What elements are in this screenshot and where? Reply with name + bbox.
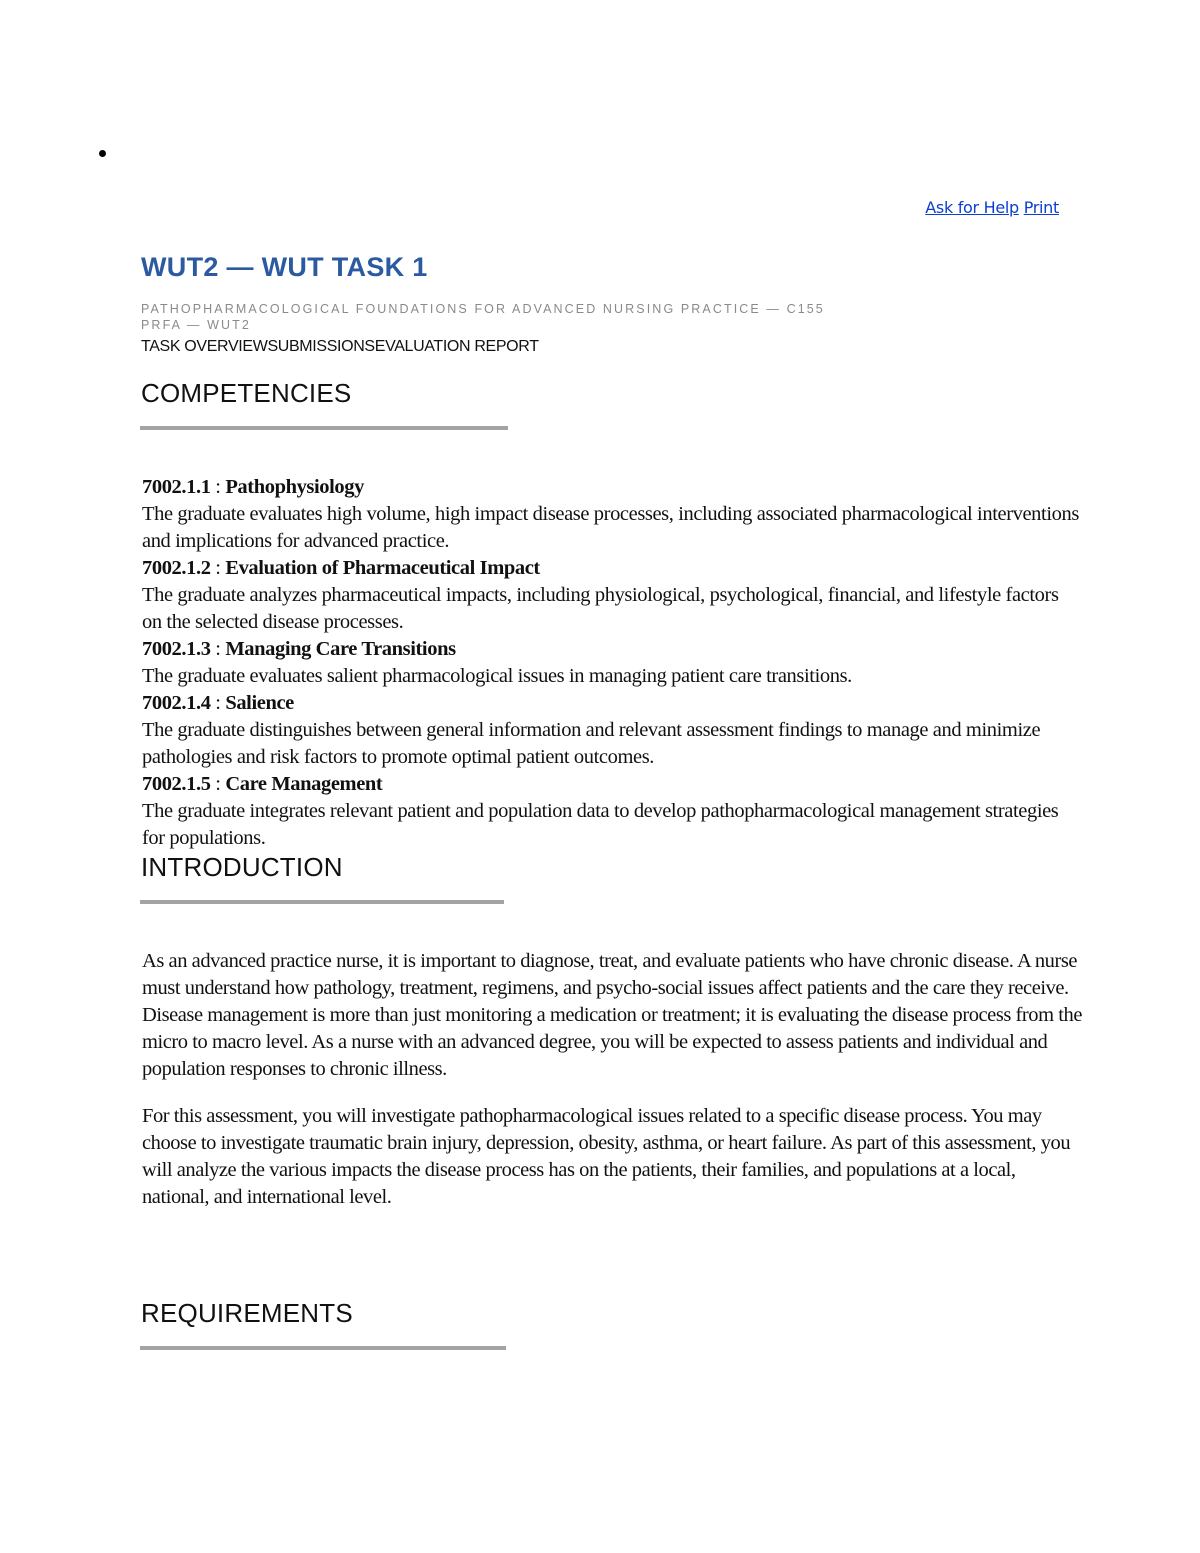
introduction-heading: INTRODUCTION bbox=[141, 852, 343, 882]
competency-name: Managing Care Transitions bbox=[225, 638, 456, 660]
competency-heading bbox=[142, 771, 1082, 798]
competency-code: 7002.1.1 bbox=[142, 476, 211, 498]
tab-submissions[interactable]: SUBMISSIONS bbox=[267, 338, 375, 355]
competency-description: The graduate evaluates high volume, high impact disease processes, including associated pharmacological interventions and implications for advanced practice. bbox=[142, 503, 1079, 552]
tab-task-overview[interactable]: TASK OVERVIEW bbox=[141, 338, 268, 355]
competency-separator: : bbox=[210, 638, 226, 660]
competency-separator: : bbox=[210, 557, 226, 579]
competency-list bbox=[142, 474, 1082, 852]
competency-separator: : bbox=[210, 773, 226, 795]
list-bullet bbox=[99, 150, 106, 157]
competency-name: Care Management bbox=[225, 773, 383, 795]
competency-heading bbox=[142, 474, 1082, 501]
section-divider bbox=[140, 1346, 506, 1350]
introduction-paragraph: For this assessment, you will investigate pathopharmacological issues related to a specific disease process. You may choose to investigate traumatic brain injury, depression, obesity, asthma, or heart failure. As part of this assessment, you will analyze the various impacts the disease process has on the patients, their families, and populations at a local, national, and international level. bbox=[142, 1105, 1071, 1208]
competency-item bbox=[142, 555, 1082, 636]
competency-separator: : bbox=[210, 476, 226, 498]
course-subtitle: PATHOPHARMACOLOGICAL FOUNDATIONS FOR ADVANCED NURSING PRACTICE — C155 PRFA — WUT2 bbox=[141, 302, 825, 332]
competency-item bbox=[142, 690, 1082, 771]
print-link[interactable]: Print bbox=[1023, 198, 1059, 217]
tab-evaluation-report[interactable]: EVALUATION REPORT bbox=[374, 338, 539, 355]
header-links bbox=[925, 198, 1059, 217]
competency-description: The graduate integrates relevant patient and population data to develop pathopharmacological management strategies for populations. bbox=[142, 800, 1059, 849]
page-title: WUT2 — WUT TASK 1 bbox=[141, 252, 428, 282]
competency-description: The graduate analyzes pharmaceutical impacts, including physiological, psychological, financial, and lifestyle factors on the selected disease processes. bbox=[142, 584, 1059, 633]
competency-description: The graduate distinguishes between general information and relevant assessment findings to manage and minimize pathologies and risk factors to promote optimal patient outcomes. bbox=[142, 719, 1041, 768]
competency-separator: : bbox=[210, 692, 226, 714]
competency-name: Evaluation of Pharmaceutical Impact bbox=[225, 557, 540, 579]
task-tabs bbox=[141, 338, 539, 356]
requirements-heading: REQUIREMENTS bbox=[141, 1298, 353, 1328]
competency-heading bbox=[142, 690, 1082, 717]
competency-name: Salience bbox=[225, 692, 294, 714]
section-divider bbox=[140, 426, 508, 430]
competency-item bbox=[142, 474, 1082, 555]
competency-description: The graduate evaluates salient pharmacological issues in managing patient care transitions. bbox=[142, 665, 852, 687]
competency-name: Pathophysiology bbox=[225, 476, 364, 498]
competency-code: 7002.1.3 bbox=[142, 638, 211, 660]
competency-code: 7002.1.4 bbox=[142, 692, 211, 714]
ask-for-help-link[interactable]: Ask for Help bbox=[925, 198, 1019, 217]
section-divider bbox=[140, 900, 504, 904]
competency-item bbox=[142, 636, 1082, 690]
introduction-paragraph: As an advanced practice nurse, it is important to diagnose, treat, and evaluate patients who have chronic disease. A nurse must understand how pathology, treatment, regimens, and psycho-social issues affect patients and the care they receive. Disease management is more than just monitoring a medication or treatment; it is evaluating the disease process from the micro to macro level. As a nurse with an advanced degree, you will be expected to assess patients and individual and population responses to chronic illness. bbox=[142, 950, 1082, 1080]
competency-code: 7002.1.2 bbox=[142, 557, 211, 579]
competency-code: 7002.1.5 bbox=[142, 773, 211, 795]
competency-item bbox=[142, 771, 1082, 852]
introduction-body bbox=[142, 948, 1082, 1231]
competency-heading bbox=[142, 636, 1082, 663]
competencies-heading: COMPETENCIES bbox=[141, 378, 352, 408]
competency-heading bbox=[142, 555, 1082, 582]
